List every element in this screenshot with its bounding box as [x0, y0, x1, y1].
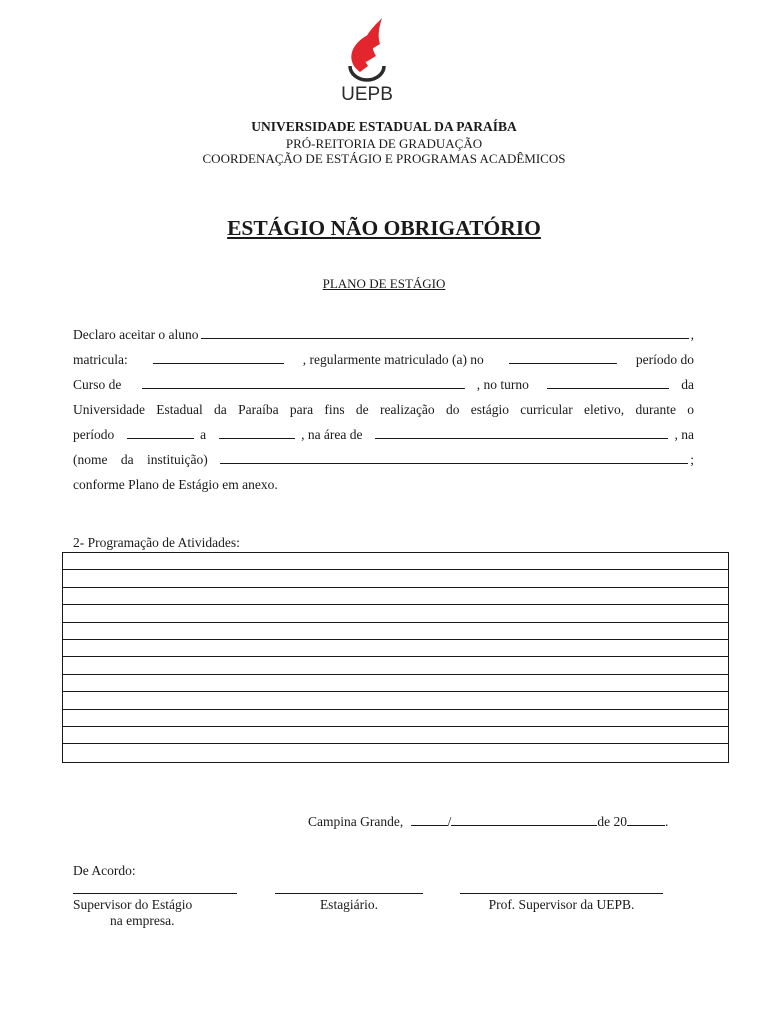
activity-row[interactable] — [63, 675, 728, 692]
declaration-line-1 — [73, 325, 694, 345]
activity-row[interactable] — [63, 588, 728, 605]
declaration-text: da — [681, 377, 694, 392]
city-label: Campina Grande, — [308, 814, 404, 829]
logo-text: UEPB — [341, 84, 393, 105]
period-number-field[interactable] — [509, 350, 617, 364]
declaration-text: Declaro aceitar o aluno — [73, 327, 199, 342]
institution-field[interactable] — [220, 450, 689, 464]
ring-icon — [350, 66, 384, 80]
declaration-line-5 — [73, 425, 694, 445]
agreement-label: De Acordo: — [73, 863, 136, 878]
signature-label-uepb-supervisor: Prof. Supervisor da UEPB. — [488, 897, 635, 912]
declaration-text: ; — [690, 452, 694, 467]
activity-row[interactable] — [63, 570, 728, 587]
declaration-text: , regularmente matriculado (a) no — [302, 352, 484, 367]
activity-row[interactable] — [63, 657, 728, 674]
declaration-text: , — [690, 327, 694, 342]
activities-label: 2- Programação de Atividades: — [73, 535, 240, 550]
date-separator: / — [447, 814, 452, 829]
activity-row[interactable] — [63, 553, 728, 570]
declaration-text: , no turno — [476, 377, 529, 392]
year-field[interactable] — [627, 812, 665, 826]
declaration-text: período do — [635, 352, 694, 367]
day-field[interactable] — [411, 812, 448, 826]
student-name-field[interactable] — [201, 325, 689, 339]
activity-row[interactable] — [63, 727, 728, 744]
month-field[interactable] — [451, 812, 597, 826]
activity-row[interactable] — [63, 692, 728, 709]
declaration-text: , na — [674, 427, 694, 442]
declaration-line-6 — [73, 450, 694, 470]
signature-line-company-supervisor[interactable] — [73, 893, 237, 894]
shift-field[interactable] — [547, 375, 669, 389]
period-end-field[interactable] — [219, 425, 295, 439]
matricula-field[interactable] — [153, 350, 284, 364]
declaration-text: Curso de — [73, 377, 122, 392]
signature-line-uepb-supervisor[interactable] — [460, 893, 663, 894]
uepb-logo-mark — [330, 14, 404, 106]
period-start-field[interactable] — [127, 425, 194, 439]
declaration-text: a — [200, 427, 207, 442]
document-subtitle: PLANO DE ESTÁGIO — [322, 276, 446, 291]
activity-row[interactable] — [63, 605, 728, 622]
course-field[interactable] — [142, 375, 465, 389]
activity-row[interactable] — [63, 640, 728, 657]
declaration-line-2 — [73, 350, 694, 370]
area-field[interactable] — [375, 425, 668, 439]
date-line — [308, 812, 668, 830]
declaration-line-7: conforme Plano de Estágio em anexo. — [73, 477, 278, 492]
coordenacao: COORDENAÇÃO DE ESTÁGIO E PROGRAMAS ACADÊMICOS — [202, 151, 566, 166]
year-prefix: de 20 — [597, 814, 627, 829]
activity-row[interactable] — [63, 744, 728, 761]
date-end: . — [664, 814, 669, 829]
activity-row[interactable] — [63, 710, 728, 727]
declaration-line-3 — [73, 375, 694, 395]
signature-label-company-supervisor-2: na empresa. — [110, 913, 175, 928]
pro-reitoria: PRÓ-REITORIA DE GRADUAÇÃO — [285, 136, 483, 151]
uepb-logo — [330, 14, 404, 106]
declaration-line-4: Universidade Estadual da Paraíba para fins de realização do estágio curricular eletivo, durante o — [73, 402, 694, 417]
declaration-text: matricula: — [73, 352, 128, 367]
signature-label-company-supervisor: Supervisor do Estágio — [73, 897, 193, 912]
activities-table — [62, 552, 729, 763]
signature-line-intern[interactable] — [275, 893, 423, 894]
signature-label-intern: Estagiário. — [319, 897, 379, 912]
flame-icon — [351, 18, 382, 72]
university-name: UNIVERSIDADE ESTADUAL DA PARAÍBA — [251, 119, 517, 134]
declaration-text: , na área de — [301, 427, 363, 442]
activity-row[interactable] — [63, 623, 728, 640]
declaration-text: (nome da instituição) — [73, 452, 208, 467]
document-title: ESTÁGIO NÃO OBRIGATÓRIO — [227, 216, 541, 240]
declaration-text: período — [73, 427, 115, 442]
